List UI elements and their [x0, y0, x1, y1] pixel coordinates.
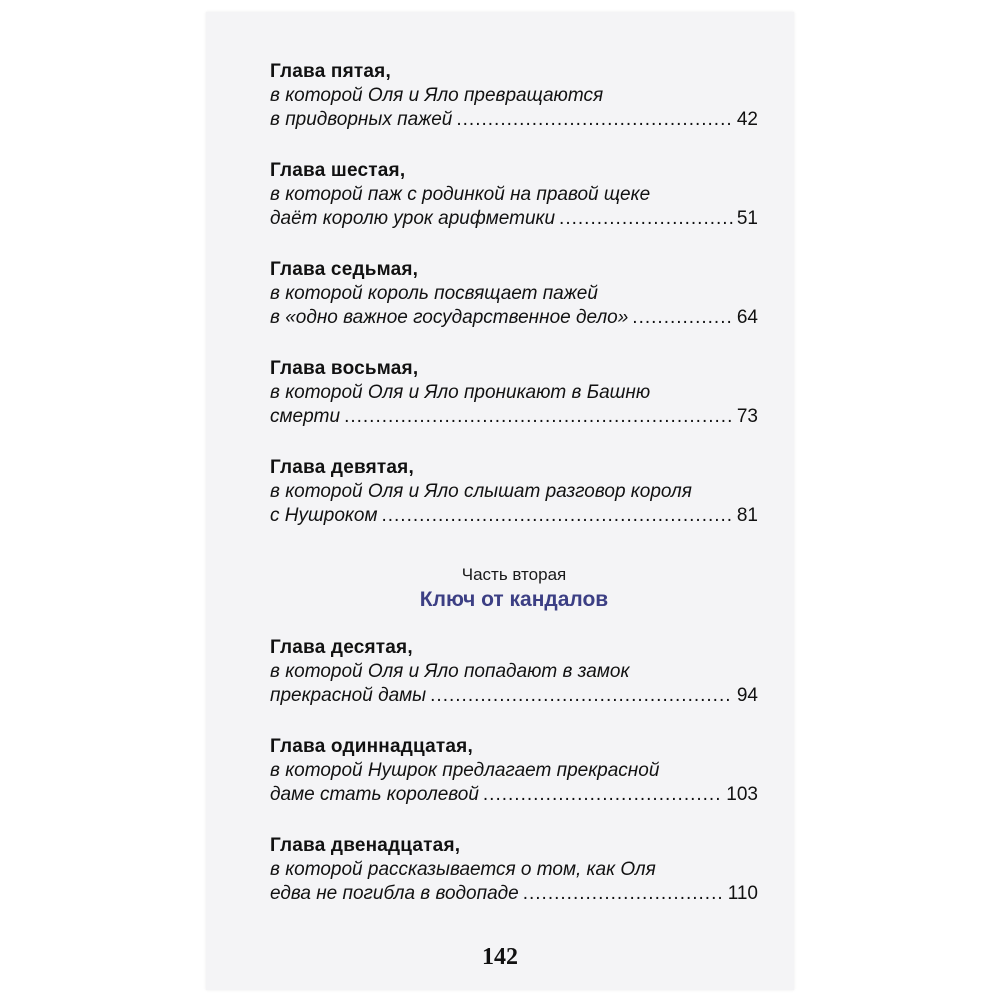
toc-entry-chapter-10 — [270, 636, 758, 708]
dot-leader — [632, 306, 733, 330]
chapter-last-line — [270, 684, 758, 708]
chapter-subtitle-end: даме стать королевой — [270, 784, 479, 805]
dot-leader — [344, 405, 733, 429]
chapter-last-line — [270, 882, 758, 906]
chapter-title: Глава шестая, — [270, 160, 406, 181]
chapter-title: Глава пятая, — [270, 61, 391, 82]
chapter-page-number: 81 — [736, 505, 758, 526]
chapter-subtitle-line: в которой король посвящает пажей — [270, 283, 598, 304]
dot-leader — [381, 504, 732, 528]
chapter-subtitle-end: смерти — [270, 406, 341, 427]
chapter-subtitle-end: в «одно важное государственное дело» — [270, 307, 629, 328]
chapter-title: Глава одиннадцатая, — [270, 736, 473, 757]
chapter-page-number: 64 — [736, 307, 758, 328]
chapter-subtitle-line: в которой Оля и Яло превращаются — [270, 85, 604, 106]
toc-entry-chapter-12 — [270, 834, 758, 906]
part-heading — [270, 564, 758, 614]
chapter-subtitle-line: в которой Нушрок предлагает прекрасной — [270, 760, 660, 781]
chapter-subtitle-end: в придворных пажей — [270, 109, 453, 130]
chapter-last-line — [270, 783, 758, 807]
table-of-contents — [270, 60, 758, 933]
toc-entry-chapter-5 — [270, 60, 758, 132]
chapter-page-number: 103 — [726, 784, 758, 805]
chapter-page-number: 51 — [736, 208, 758, 229]
chapter-page-number: 42 — [736, 109, 758, 130]
chapter-subtitle-line: в которой Оля и Яло слышат разговор короля — [270, 481, 692, 502]
chapter-last-line — [270, 108, 758, 132]
dot-leader — [430, 684, 733, 708]
part-title: Ключ от кандалов — [419, 588, 609, 611]
toc-entry-chapter-7 — [270, 258, 758, 330]
chapter-subtitle-line: в которой рассказывается о том, как Оля — [270, 859, 656, 880]
dot-leader — [523, 882, 724, 906]
toc-entry-chapter-6 — [270, 159, 758, 231]
chapter-last-line — [270, 207, 758, 231]
chapter-title: Глава десятая, — [270, 637, 413, 658]
chapter-page-number: 94 — [736, 685, 758, 706]
chapter-subtitle-end: даёт королю урок арифметики — [270, 208, 556, 229]
chapter-last-line — [270, 405, 758, 429]
chapter-last-line — [270, 306, 758, 330]
part-label: Часть вторая — [461, 565, 567, 584]
dot-leader — [483, 783, 722, 807]
dot-leader — [456, 108, 732, 132]
page-number: 142 — [482, 944, 518, 970]
toc-entry-chapter-8 — [270, 357, 758, 429]
chapter-page-number: 110 — [727, 883, 758, 904]
chapter-subtitle-end: едва не погибла в водопаде — [270, 883, 519, 904]
chapter-title: Глава восьмая, — [270, 358, 419, 379]
toc-entry-chapter-11 — [270, 735, 758, 807]
chapter-subtitle-line: в которой паж с родинкой на правой щеке — [270, 184, 651, 205]
chapter-title: Глава девятая, — [270, 457, 414, 478]
dot-leader — [559, 207, 733, 231]
toc-entry-chapter-9 — [270, 456, 758, 528]
chapter-page-number: 73 — [736, 406, 758, 427]
chapter-last-line — [270, 504, 758, 528]
chapter-subtitle-line: в которой Оля и Яло проникают в Башню — [270, 382, 651, 403]
chapter-subtitle-end: с Нушроком — [270, 505, 378, 526]
chapter-title: Глава двенадцатая, — [270, 835, 461, 856]
chapter-subtitle-end: прекрасной дамы — [270, 685, 427, 706]
chapter-subtitle-line: в которой Оля и Яло попадают в замок — [270, 661, 630, 682]
chapter-title: Глава седьмая, — [270, 259, 419, 280]
